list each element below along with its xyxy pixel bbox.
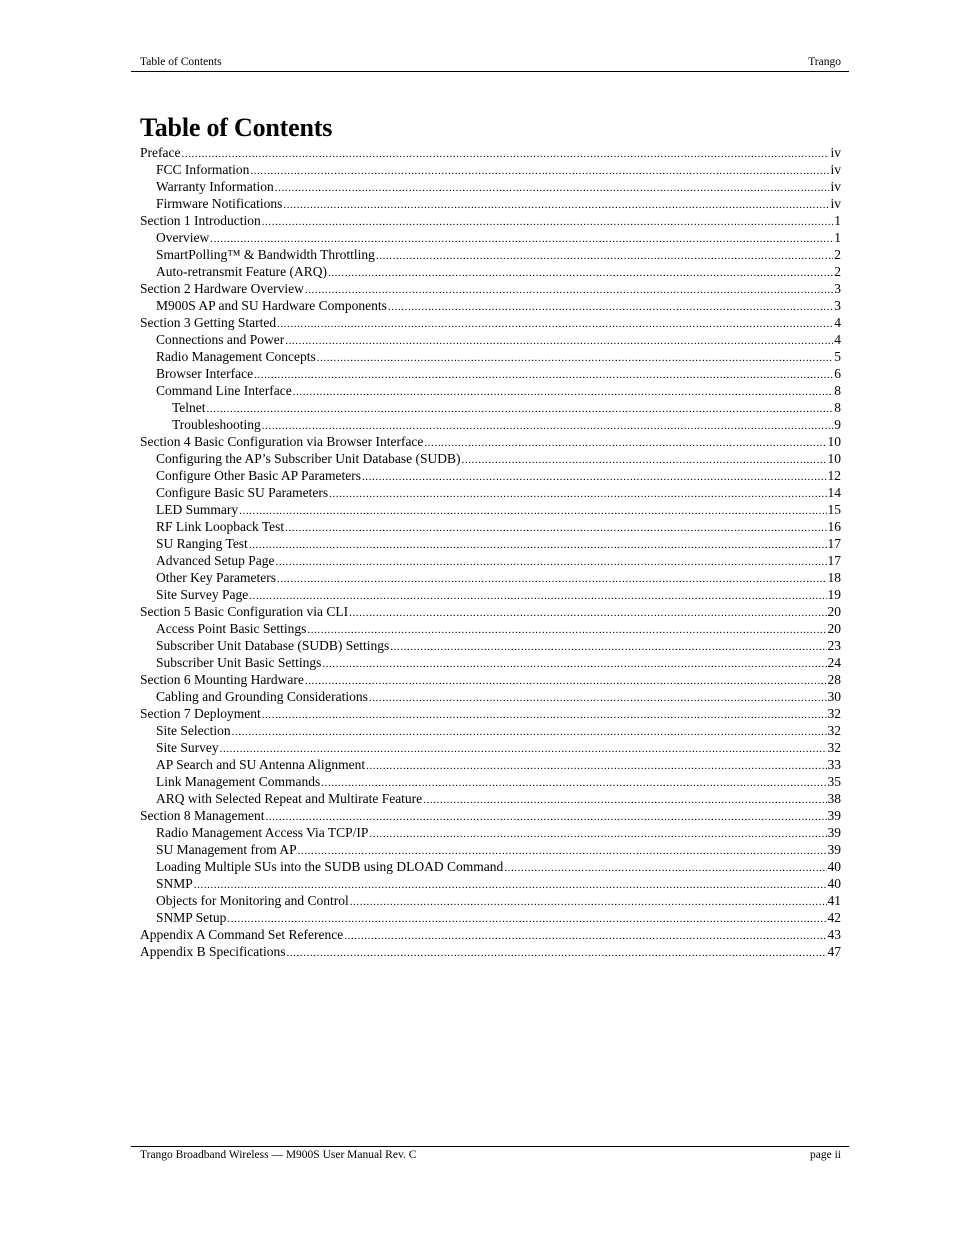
toc-list bbox=[140, 144, 841, 960]
footer-document-title: Trango Broadband Wireless — M900S User Manual Rev. C bbox=[140, 1149, 417, 1161]
toc-entry[interactable] bbox=[140, 331, 841, 348]
toc-entry[interactable] bbox=[140, 297, 841, 314]
dot-leader bbox=[298, 843, 827, 858]
dot-leader bbox=[329, 486, 826, 501]
toc-entry-title: Section 4 Basic Configuration via Browser Interface bbox=[140, 434, 424, 449]
toc-entry[interactable] bbox=[140, 229, 841, 246]
page-title: Table of Contents bbox=[140, 113, 333, 142]
toc-entry-title: Section 7 Deployment bbox=[140, 706, 261, 721]
toc-entry-page: 20 bbox=[827, 604, 841, 619]
toc-entry-page: 2 bbox=[834, 264, 841, 279]
toc-entry-page: 12 bbox=[827, 468, 841, 483]
toc-entry-page: 17 bbox=[827, 536, 841, 551]
dot-leader bbox=[369, 826, 826, 841]
toc-entry-page: 43 bbox=[827, 927, 841, 942]
page-header bbox=[131, 55, 849, 72]
dot-leader bbox=[317, 350, 834, 365]
dot-leader bbox=[210, 231, 833, 246]
dot-leader bbox=[262, 707, 827, 722]
toc-entry[interactable] bbox=[140, 348, 841, 365]
toc-entry-title: Radio Management Access Via TCP/IP bbox=[156, 825, 369, 840]
toc-entry-page: 35 bbox=[827, 774, 841, 789]
toc-entry[interactable] bbox=[140, 773, 841, 790]
toc-entry-title: Site Survey bbox=[156, 740, 219, 755]
dot-leader bbox=[322, 656, 826, 671]
dot-leader bbox=[321, 775, 826, 790]
page-footer bbox=[131, 1146, 849, 1167]
toc-entry[interactable] bbox=[140, 671, 841, 688]
dot-leader bbox=[305, 673, 827, 688]
toc-entry[interactable] bbox=[140, 909, 841, 926]
toc-entry-page: 6 bbox=[834, 366, 841, 381]
toc-entry-page: 2 bbox=[834, 247, 841, 262]
toc-entry-page: 42 bbox=[827, 910, 841, 925]
toc-entry-page: 28 bbox=[827, 672, 841, 687]
toc-entry-title: SmartPolling™ & Bandwidth Throttling bbox=[156, 247, 375, 262]
toc-entry-title: Appendix B Specifications bbox=[140, 944, 286, 959]
toc-entry[interactable] bbox=[140, 620, 841, 637]
dot-leader bbox=[461, 452, 826, 467]
toc-entry[interactable] bbox=[140, 501, 841, 518]
toc-entry-title: Section 3 Getting Started bbox=[140, 315, 277, 330]
toc-entry-page: 24 bbox=[827, 655, 841, 670]
dot-leader bbox=[305, 282, 833, 297]
dot-leader bbox=[262, 214, 834, 229]
toc-entry-page: 4 bbox=[834, 332, 841, 347]
toc-entry-title: FCC Information bbox=[156, 162, 250, 177]
toc-entry[interactable] bbox=[140, 314, 841, 331]
dot-leader bbox=[250, 163, 829, 178]
toc-entry-title: LED Summary bbox=[156, 502, 239, 517]
dot-leader bbox=[207, 401, 834, 416]
toc-entry-title: Site Selection bbox=[156, 723, 231, 738]
toc-entry-page: 10 bbox=[827, 451, 841, 466]
toc-entry-page: 39 bbox=[827, 842, 841, 857]
toc-entry-page: 8 bbox=[834, 383, 841, 398]
toc-entry-title: Advanced Setup Page bbox=[156, 553, 275, 568]
toc-entry-page: 47 bbox=[827, 944, 841, 959]
toc-entry[interactable] bbox=[140, 399, 841, 416]
toc-entry-page: iv bbox=[830, 145, 841, 160]
toc-entry-page: 18 bbox=[827, 570, 841, 585]
toc-entry[interactable] bbox=[140, 603, 841, 620]
toc-entry[interactable] bbox=[140, 654, 841, 671]
dot-leader bbox=[275, 554, 826, 569]
dot-leader bbox=[232, 724, 827, 739]
toc-entry[interactable] bbox=[140, 841, 841, 858]
dot-leader bbox=[249, 588, 826, 603]
toc-entry[interactable] bbox=[140, 246, 841, 263]
toc-entry-page: 23 bbox=[827, 638, 841, 653]
dot-leader bbox=[504, 860, 826, 875]
toc-entry-title: Subscriber Unit Basic Settings bbox=[156, 655, 322, 670]
toc-entry-title: M900S AP and SU Hardware Components bbox=[156, 298, 387, 313]
toc-entry[interactable] bbox=[140, 161, 841, 178]
dot-leader bbox=[227, 911, 826, 926]
toc-entry-title: Appendix A Command Set Reference bbox=[140, 927, 344, 942]
toc-entry[interactable] bbox=[140, 144, 841, 161]
toc-entry-page: 3 bbox=[834, 298, 841, 313]
toc-entry-page: 1 bbox=[834, 230, 841, 245]
toc-entry[interactable] bbox=[140, 416, 841, 433]
toc-entry[interactable] bbox=[140, 178, 841, 195]
dot-leader bbox=[265, 809, 826, 824]
toc-entry[interactable] bbox=[140, 450, 841, 467]
toc-entry-page: 40 bbox=[827, 859, 841, 874]
dot-leader bbox=[194, 877, 827, 892]
dot-leader bbox=[285, 520, 826, 535]
toc-entry-page: 39 bbox=[827, 808, 841, 823]
toc-entry-title: RF Link Loopback Test bbox=[156, 519, 285, 534]
toc-entry[interactable] bbox=[140, 875, 841, 892]
dot-leader bbox=[277, 316, 833, 331]
dot-leader bbox=[366, 758, 826, 773]
header-company-name: Trango bbox=[808, 56, 841, 68]
dot-leader bbox=[286, 945, 826, 960]
header-section-title: Table of Contents bbox=[140, 56, 222, 68]
toc-entry-page: 32 bbox=[827, 706, 841, 721]
toc-entry-title: Loading Multiple SUs into the SUDB using DLOAD Command bbox=[156, 859, 504, 874]
dot-leader bbox=[275, 180, 830, 195]
toc-entry[interactable] bbox=[140, 824, 841, 841]
toc-entry[interactable] bbox=[140, 263, 841, 280]
toc-entry-page: 16 bbox=[827, 519, 841, 534]
toc-entry-page: 19 bbox=[827, 587, 841, 602]
toc-entry-title: Objects for Monitoring and Control bbox=[156, 893, 349, 908]
toc-entry-title: Configure Basic SU Parameters bbox=[156, 485, 329, 500]
toc-entry-title: Command Line Interface bbox=[156, 383, 292, 398]
toc-entry-title: Firmware Notifications bbox=[156, 196, 283, 211]
dot-leader bbox=[350, 894, 827, 909]
dot-leader bbox=[424, 435, 826, 450]
toc-entry-title: SNMP Setup bbox=[156, 910, 227, 925]
toc-entry[interactable] bbox=[140, 892, 841, 909]
toc-entry-title: Preface bbox=[140, 145, 181, 160]
toc-entry-page: 1 bbox=[834, 213, 841, 228]
footer-page-number: page ii bbox=[810, 1149, 841, 1161]
dot-leader bbox=[349, 605, 826, 620]
toc-entry[interactable] bbox=[140, 705, 841, 722]
toc-entry[interactable] bbox=[140, 195, 841, 212]
toc-entry[interactable] bbox=[140, 926, 841, 943]
toc-entry-title: Section 8 Management bbox=[140, 808, 265, 823]
dot-leader bbox=[283, 197, 829, 212]
toc-entry-title: Subscriber Unit Database (SUDB) Settings bbox=[156, 638, 390, 653]
toc-entry-page: 30 bbox=[827, 689, 841, 704]
dot-leader bbox=[307, 622, 826, 637]
dot-leader bbox=[293, 384, 834, 399]
toc-entry[interactable] bbox=[140, 943, 841, 960]
toc-entry-title: Troubleshooting bbox=[172, 417, 261, 432]
dot-leader bbox=[254, 367, 833, 382]
toc-entry-page: 15 bbox=[827, 502, 841, 517]
dot-leader bbox=[285, 333, 833, 348]
toc-entry-title: ARQ with Selected Repeat and Multirate Feature bbox=[156, 791, 423, 806]
toc-entry-title: SU Ranging Test bbox=[156, 536, 248, 551]
dot-leader bbox=[362, 469, 827, 484]
toc-entry-title: Radio Management Concepts bbox=[156, 349, 316, 364]
toc-entry[interactable] bbox=[140, 569, 841, 586]
toc-entry-page: 40 bbox=[827, 876, 841, 891]
toc-entry-page: 8 bbox=[834, 400, 841, 415]
toc-entry-page: 32 bbox=[827, 723, 841, 738]
toc-entry[interactable] bbox=[140, 518, 841, 535]
toc-entry-title: Connections and Power bbox=[156, 332, 285, 347]
toc-entry[interactable] bbox=[140, 365, 841, 382]
dot-leader bbox=[376, 248, 833, 263]
toc-entry-page: iv bbox=[830, 196, 841, 211]
toc-entry-title: Site Survey Page bbox=[156, 587, 249, 602]
toc-entry-page: 17 bbox=[827, 553, 841, 568]
dot-leader bbox=[181, 146, 829, 161]
toc-entry-page: 10 bbox=[827, 434, 841, 449]
toc-entry-title: Browser Interface bbox=[156, 366, 254, 381]
dot-leader bbox=[344, 928, 826, 943]
toc-entry[interactable] bbox=[140, 552, 841, 569]
toc-entry-title: Section 6 Mounting Hardware bbox=[140, 672, 304, 687]
toc-entry-title: Section 1 Introduction bbox=[140, 213, 261, 228]
toc-entry-title: Warranty Information bbox=[156, 179, 274, 194]
dot-leader bbox=[262, 418, 833, 433]
toc-entry[interactable] bbox=[140, 637, 841, 654]
dot-leader bbox=[277, 571, 827, 586]
toc-entry-title: SU Management from AP bbox=[156, 842, 297, 857]
dot-leader bbox=[239, 503, 826, 518]
toc-entry-title: Other Key Parameters bbox=[156, 570, 276, 585]
toc-entry-page: 39 bbox=[827, 825, 841, 840]
toc-entry-title: Section 5 Basic Configuration via CLI bbox=[140, 604, 349, 619]
toc-entry-title: Configuring the AP’s Subscriber Unit Database (SUDB) bbox=[156, 451, 461, 466]
toc-entry[interactable] bbox=[140, 790, 841, 807]
dot-leader bbox=[369, 690, 827, 705]
toc-entry-page: 32 bbox=[827, 740, 841, 755]
toc-entry-title: SNMP bbox=[156, 876, 193, 891]
toc-entry[interactable] bbox=[140, 280, 841, 297]
toc-entry-page: 20 bbox=[827, 621, 841, 636]
toc-entry[interactable] bbox=[140, 212, 841, 229]
toc-entry-title: Telnet bbox=[172, 400, 206, 415]
toc-entry[interactable] bbox=[140, 858, 841, 875]
dot-leader bbox=[328, 265, 833, 280]
toc-entry[interactable] bbox=[140, 535, 841, 552]
toc-entry[interactable] bbox=[140, 756, 841, 773]
dot-leader bbox=[388, 299, 833, 314]
toc-entry-page: iv bbox=[830, 179, 841, 194]
toc-entry-title: Link Management Commands bbox=[156, 774, 321, 789]
toc-entry[interactable] bbox=[140, 722, 841, 739]
toc-entry[interactable] bbox=[140, 688, 841, 705]
dot-leader bbox=[423, 792, 826, 807]
toc-entry-page: 9 bbox=[834, 417, 841, 432]
toc-entry[interactable] bbox=[140, 433, 841, 450]
toc-entry-page: 3 bbox=[834, 281, 841, 296]
toc-entry-title: Section 2 Hardware Overview bbox=[140, 281, 304, 296]
dot-leader bbox=[249, 537, 827, 552]
toc-entry-page: iv bbox=[830, 162, 841, 177]
toc-entry-title: Auto-retransmit Feature (ARQ) bbox=[156, 264, 327, 279]
toc-entry-page: 38 bbox=[827, 791, 841, 806]
toc-entry[interactable] bbox=[140, 382, 841, 399]
toc-entry[interactable] bbox=[140, 586, 841, 603]
toc-entry-title: Overview bbox=[156, 230, 210, 245]
dot-leader bbox=[220, 741, 827, 756]
toc-entry[interactable] bbox=[140, 739, 841, 756]
toc-entry-title: Access Point Basic Settings bbox=[156, 621, 307, 636]
toc-entry[interactable] bbox=[140, 467, 841, 484]
dot-leader bbox=[390, 639, 826, 654]
toc-entry-title: Configure Other Basic AP Parameters bbox=[156, 468, 361, 483]
toc-entry-title: AP Search and SU Antenna Alignment bbox=[156, 757, 366, 772]
toc-entry-page: 14 bbox=[827, 485, 841, 500]
toc-entry[interactable] bbox=[140, 484, 841, 501]
toc-entry-page: 4 bbox=[834, 315, 841, 330]
toc-entry[interactable] bbox=[140, 807, 841, 824]
toc-entry-page: 41 bbox=[827, 893, 841, 908]
toc-entry-page: 5 bbox=[834, 349, 841, 364]
toc-entry-page: 33 bbox=[827, 757, 841, 772]
toc-entry-title: Cabling and Grounding Considerations bbox=[156, 689, 368, 704]
